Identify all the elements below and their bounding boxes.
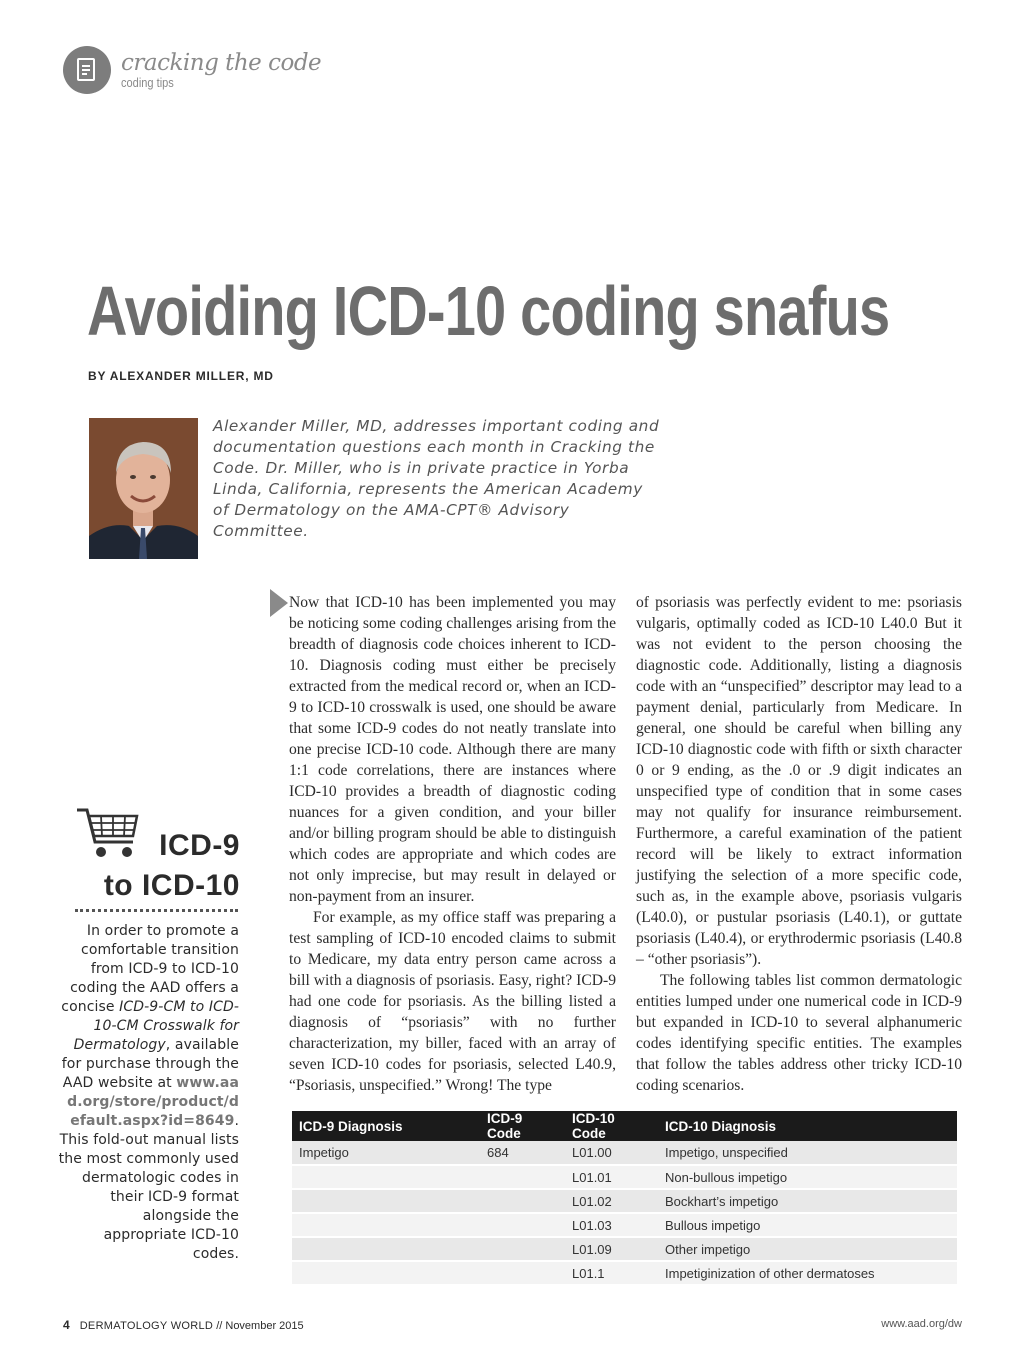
sidebar-text: In order to promote a comfortable transition from ICD-9 to ICD-10 coding the AAD offers a concise bbox=[61, 923, 239, 1015]
table-cell: Non-bullous impetigo bbox=[658, 1165, 957, 1189]
table-cell bbox=[480, 1213, 565, 1237]
crosswalk-title: ICD-9-CM to ICD-10-CM Crosswalk for Dermatology bbox=[73, 999, 239, 1053]
store-link[interactable]: www.aad.org/store/product/default.aspx?id=8649 bbox=[67, 1075, 239, 1129]
article-byline: BY ALEXANDER MILLER, MD bbox=[88, 369, 274, 383]
table-cell: L01.00 bbox=[565, 1141, 658, 1165]
table-cell bbox=[480, 1189, 565, 1213]
table-cell: L01.02 bbox=[565, 1189, 658, 1213]
table-cell bbox=[292, 1165, 480, 1189]
sidebar-title-line1: ICD-9 bbox=[159, 829, 240, 862]
table-cell bbox=[292, 1213, 480, 1237]
sidebar-text: . This fold-out manual lists the most commonly used dermatologic codes in their ICD-9 format alongside the appropriate ICD-10 codes. bbox=[58, 1113, 239, 1262]
table-cell: Impetigo bbox=[292, 1141, 480, 1165]
table-row bbox=[292, 1261, 957, 1285]
table-cell: L01.01 bbox=[565, 1165, 658, 1189]
table-cell: L01.03 bbox=[565, 1213, 658, 1237]
table-cell: Bullous impetigo bbox=[658, 1213, 957, 1237]
footer-url[interactable]: www.aad.org/dw bbox=[881, 1318, 962, 1330]
paragraph: Now that ICD-10 has been implemented you may be noticing some coding challenges arising from the breadth of diagnosis code choices inherent to ICD-10. Diagnosis coding must either be precisely extracted from the medical record or, when an ICD-9 to ICD-10 crosswalk is used, one should be aware that some ICD-9 codes do not neatly translate into one precise ICD-10 code. Although there are many 1:1 code correlations, there are instances where ICD-10 provides a breadth of diagnostic coding nuances for a given condition, and your biller and/or billing program should be able to distinguish which codes are appropriate and which codes are not only imprecise, but may result in delayed or non-payment from an insurer. bbox=[289, 594, 616, 905]
table-cell: Bockhart’s impetigo bbox=[658, 1189, 957, 1213]
table-row bbox=[292, 1165, 957, 1189]
column-header: ICD-9 Diagnosis bbox=[292, 1111, 480, 1141]
author-photo bbox=[89, 418, 198, 559]
impetigo-code-table bbox=[292, 1111, 957, 1286]
table-cell: L01.1 bbox=[565, 1261, 658, 1285]
sidebar-text: , available for purchase through the AAD website at bbox=[61, 1037, 239, 1091]
sidebar-body bbox=[58, 922, 239, 1264]
body-column-2 bbox=[636, 592, 962, 1096]
table-cell bbox=[480, 1261, 565, 1285]
table-cell bbox=[292, 1189, 480, 1213]
column-header: ICD-10 Diagnosis bbox=[658, 1111, 957, 1141]
table-cell: L01.09 bbox=[565, 1237, 658, 1261]
table-cell: 684 bbox=[480, 1141, 565, 1165]
page-number: 4 bbox=[63, 1318, 70, 1332]
paragraph: of psoriasis was perfectly evident to me: psoriasis vulgaris, optimally coded as ICD-10 L40.0 But it was not evident to the person choosing the diagnostic code. Additionally, listing a diagnosis code with an “unspecified” descriptor may lead to a payment denial, particularly from Medicare. In general, one should be careful when billing any ICD-10 diagnostic code with fifth or sixth character 0 or 9 ending, as the .0 or .9 digit indicates an unspecified type of condition that in some cases may not qualify for insurance reimbursement. Furthermore, a careful examination of the patient record will be likely to extract information justifying the selection of a more specific code, such as, in the example above, psoriasis vulgaris (L40.0), or pustular psoriasis (L40.1), or guttate psoriasis (L40.4), or erythrodermic psoriasis (L40.8 – “other psoriasis”). bbox=[636, 594, 962, 968]
column-header: ICD-9 Code bbox=[480, 1111, 565, 1141]
footer-publication bbox=[63, 1318, 304, 1332]
author-bio: Alexander Miller, MD, addresses important coding and documentation questions each month in Cracking the Code. Dr. Miller, who is in private practice in Yorba Linda, California, represents the American Academy of Dermatology on the AMA-CPT® Advisory Committee. bbox=[213, 417, 660, 540]
divider bbox=[75, 909, 238, 912]
column-header: ICD-10 Code bbox=[565, 1111, 658, 1141]
table-cell bbox=[480, 1165, 565, 1189]
table-row bbox=[292, 1141, 957, 1165]
publication-name: DERMATOLOGY WORLD bbox=[79, 1320, 214, 1332]
table-cell: Impetigo, unspecified bbox=[658, 1141, 957, 1165]
table-cell bbox=[292, 1261, 480, 1285]
paragraph: For example, as my office staff was preparing a test sampling of ICD-10 encoded claims to submit to Medicare, my data entry person came across a bill with a diagnosis of psoriasis. Easy, right? ICD-9 had one code for psoriasis. As the billing listed a diagnosis of “psoriasis” with no further characterization, my biller, faced with an array of seven ICD-10 codes for psoriasis, selected L40.9, “Psoriasis, unspecified.” Wrong! The type bbox=[289, 909, 616, 1094]
section-subtitle: coding tips bbox=[121, 75, 174, 90]
table-cell: Other impetigo bbox=[658, 1237, 957, 1261]
table-row bbox=[292, 1237, 957, 1261]
sidebar-title bbox=[60, 826, 240, 906]
sidebar-title-line2: to ICD-10 bbox=[103, 869, 240, 902]
start-marker-icon bbox=[270, 589, 288, 617]
table-row bbox=[292, 1213, 957, 1237]
document-icon bbox=[63, 46, 111, 94]
table-cell: Impetiginization of other dermatoses bbox=[658, 1261, 957, 1285]
body-column-1 bbox=[289, 592, 616, 1096]
table-row bbox=[292, 1189, 957, 1213]
section-brand bbox=[63, 46, 321, 94]
table-cell bbox=[292, 1237, 480, 1261]
article-title: Avoiding ICD-10 coding snafus bbox=[87, 272, 890, 350]
section-title: cracking the code bbox=[121, 50, 322, 76]
issue-date: // November 2015 bbox=[216, 1320, 304, 1332]
table-header-row bbox=[292, 1111, 957, 1141]
paragraph: The following tables list common dermatologic entities lumped under one numerical code in ICD-9 but expanded in ICD-10 to several alphanumeric codes identifying specific entities. The examples that follow the tables address other tricky ICD-10 coding scenarios. bbox=[636, 972, 962, 1094]
table-cell bbox=[480, 1237, 565, 1261]
